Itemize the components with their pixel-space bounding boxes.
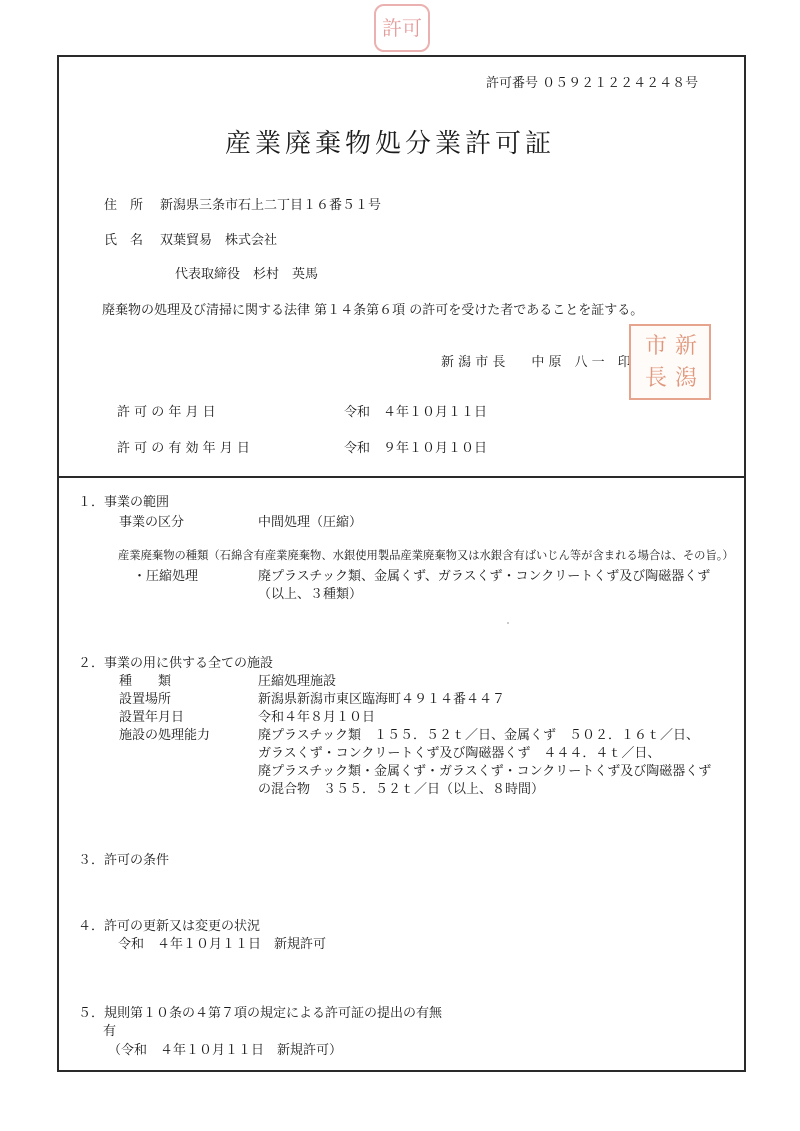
seal-char: 市 [644, 334, 667, 359]
company-name: 双葉貿易 株式会社 [160, 233, 278, 248]
certification-statement: 廃棄物の処理及び清掃に関する法律 第１４条第６項 の許可を受けた者であることを証する。 [102, 303, 644, 318]
business-category-label: 事業の区分 [119, 515, 185, 530]
compression-process-value: 廃プラスチック類、金属くず、ガラスくず・コンクリートくず及び陶磁器くず [258, 569, 711, 584]
page-title: 産業廃棄物処分業許可証 [225, 129, 556, 159]
permit-number: 許可番号 ０５９２１２２４２４８号 [486, 76, 699, 91]
validity-date-value: 令和 ９年１０月１０日 [344, 441, 488, 456]
section-2-heading: ２．事業の用に供する全ての施設 [78, 656, 274, 671]
facility-capacity-line: ガラスくず・コンクリートくず及び陶磁器くず ４４４．４ｔ／日、 [258, 746, 661, 761]
section-4-heading: ４．許可の更新又は変更の状況 [78, 919, 261, 934]
issuer-signature: 新 潟 市 長 中 原 八 一 印 [441, 355, 631, 370]
section-1-heading: １．事業の範囲 [78, 495, 170, 510]
facility-location-value: 新潟県新潟市東区臨海町４９１４番４４７ [258, 692, 506, 707]
facility-date-label: 設置年月日 [119, 710, 185, 725]
scan-speck [507, 622, 509, 624]
submission-status-value: 有 [103, 1024, 117, 1039]
validity-date-label: 許 可 の 有 効 年 月 日 [117, 441, 250, 456]
permit-date-value: 令和 ４年１０月１１日 [344, 405, 488, 420]
compression-process-note: （以上、３種類） [258, 587, 363, 602]
seal-char: 潟 [674, 366, 697, 391]
representative-name: 代表取締役 杉村 英馬 [175, 267, 319, 282]
facility-capacity-line: 廃プラスチック類・金属くず・ガラスくず・コンクリートくず及び陶磁器くず [258, 764, 712, 779]
business-category-value: 中間処理（圧縮） [258, 515, 363, 530]
seal-char: 新 [674, 334, 697, 359]
facility-type-label: 種 類 [119, 674, 172, 689]
section-3-heading: ３．許可の条件 [78, 853, 170, 868]
section-divider [57, 476, 746, 478]
facility-capacity-line: の混合物 ３５５．５２ｔ／日（以上、８時間） [258, 782, 545, 797]
mayor-seal-stamp [629, 324, 711, 400]
address-value: 新潟県三条市石上二丁目１６番５１号 [160, 198, 382, 213]
renewal-status-value: 令和 ４年１０月１１日 新規許可 [118, 937, 327, 952]
facility-type-value: 圧縮処理施設 [258, 674, 337, 689]
address-label: 住 所 [104, 198, 144, 213]
official-seal-stamp: 許可 [374, 4, 430, 52]
seal-char: 長 [644, 366, 667, 391]
facility-location-label: 設置場所 [119, 692, 172, 707]
compression-process-label: ・圧縮処理 [133, 569, 199, 584]
section-5-heading: ５．規則第１０条の４第７項の規定による許可証の提出の有無 [78, 1006, 443, 1021]
submission-status-note: （令和 ４年１０月１１日 新規許可） [108, 1043, 343, 1058]
permit-date-label: 許 可 の 年 月 日 [117, 405, 216, 420]
facility-capacity-line: 廃プラスチック類 １５５．５２ｔ／日、金属くず ５０２．１６ｔ／日、 [258, 728, 699, 743]
facility-date-value: 令和４年８月１０日 [258, 710, 376, 725]
facility-capacity-label: 施設の処理能力 [119, 728, 211, 743]
waste-types-heading: 産業廃棄物の種類（石綿含有産業廃棄物、水銀使用製品産業廃棄物又は水銀含有ばいじん等が含まれる場合は、その旨。） [118, 549, 734, 562]
name-label: 氏 名 [104, 233, 144, 248]
